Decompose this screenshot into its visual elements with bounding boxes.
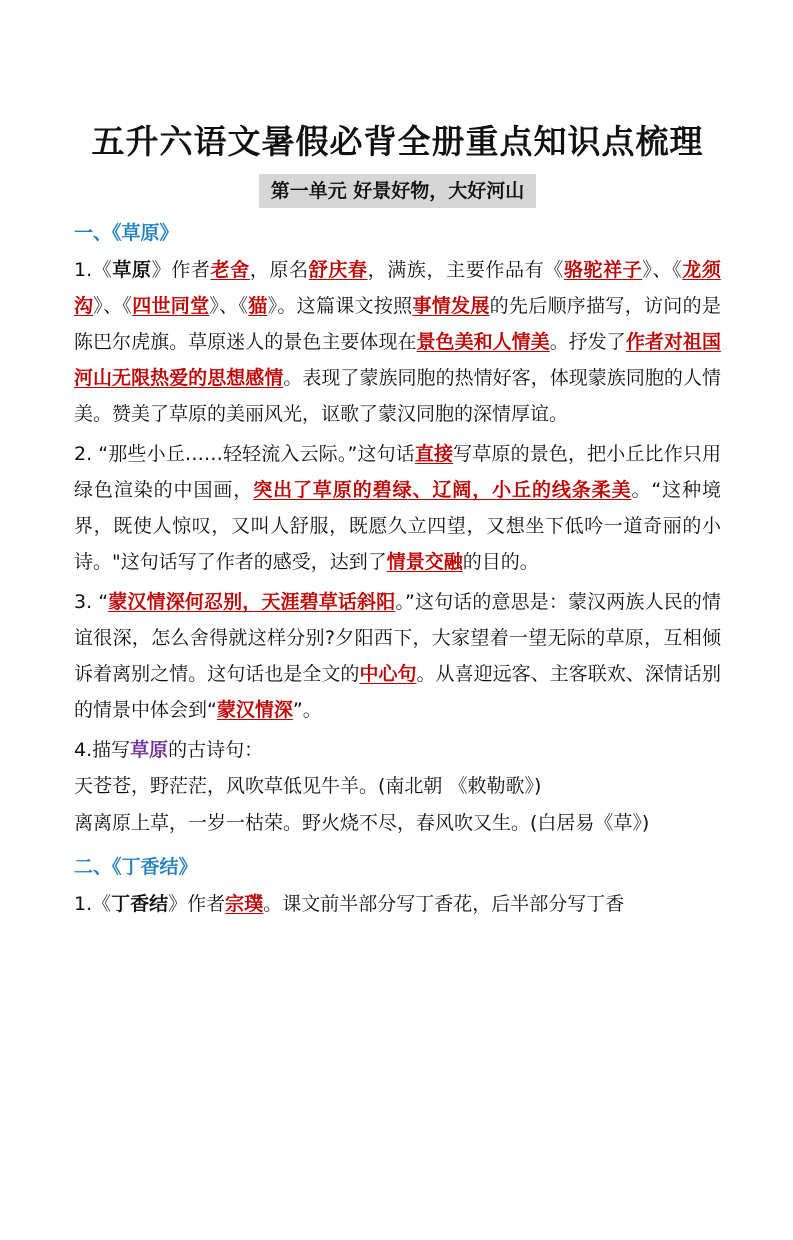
poem-line-2: 离离原上草，一岁一枯荣。野火烧不尽，春风吹又生。(白居易《草》) bbox=[74, 812, 650, 834]
highlight-beauty: 景色美和人情美 bbox=[416, 331, 550, 353]
highlight-friendship: 蒙汉情深 bbox=[216, 699, 293, 721]
document-title: 五升六语文暑假必背全册重点知识点梳理 bbox=[91, 122, 704, 161]
highlight-quote: 蒙汉情深何忍别，天涯碧草话斜阳 bbox=[108, 591, 396, 613]
unit-banner bbox=[74, 174, 721, 208]
highlight-author: 老舍 bbox=[210, 259, 250, 281]
highlight-work-1: 骆驼祥子 bbox=[563, 259, 643, 281]
poem-line-1: 天苍苍，野茫茫，风吹草低见牛羊。(南北朝 《敕勒歌》) bbox=[74, 775, 542, 797]
highlight-author-2: 宗璞 bbox=[225, 893, 264, 915]
highlight-grassland: 草原 bbox=[130, 739, 169, 761]
highlight-direct: 直接 bbox=[414, 443, 454, 465]
section-heading-dingxiangjie: 二、《丁香结》 bbox=[74, 856, 198, 878]
highlight-work-4: 猫 bbox=[248, 295, 268, 317]
highlight-work-2: 龙须沟 bbox=[74, 259, 721, 317]
paragraph-3: 3. “蒙汉情深何忍别，天涯碧草话斜阳。”这句话的意思是：蒙汉两族人民的情谊很深，怎么舍得就这样分别?夕阳西下，大家望着一望无际的草原，互相倾诉着离别之情。这句话也是全文的中心句。从喜迎远客、主客联欢、深情话别的情景中体会到“蒙汉情深”。 bbox=[74, 591, 721, 721]
highlight-work-3: 四世同堂 bbox=[132, 295, 210, 317]
document-page bbox=[0, 118, 793, 1240]
highlight-central-sentence: 中心句 bbox=[359, 663, 417, 685]
paragraph-1: 1.《草原》作者老舍，原名舒庆春，满族，主要作品有《骆驼祥子》、《龙须沟》、《四世同堂》、《猫》。这篇课文按照事情发展的先后顺序描写，访问的是陈巴尔虎旗。草原迷人的景色主要体现在景色美和人情美。抒发了作者对祖国河山无限热爱的思想感情。表现了蒙族同胞的热情好客，体现蒙族同胞的人情美。赞美了草原的美丽风光，讴歌了蒙汉同胞的深情厚谊。 bbox=[74, 259, 721, 425]
highlight-blend: 情景交融 bbox=[386, 551, 463, 573]
section-heading-caoyuan: 一、《草原》 bbox=[74, 222, 179, 244]
highlight-real-name: 舒庆春 bbox=[308, 259, 368, 281]
highlight-emotion: 作者对祖国河山无限热爱的思想感情 bbox=[74, 331, 721, 389]
paragraph-4: 4.描写草原的古诗句： bbox=[74, 739, 264, 761]
highlight-emphasis: 突出了草原的碧绿、辽阔，小丘的线条柔美 bbox=[253, 479, 632, 501]
highlight-order: 事情发展 bbox=[412, 295, 490, 317]
paragraph-2: 2. “那些小丘……轻轻流入云际。”这句话直接写草原的景色，把小丘比作只用绿色渲染的中国画，突出了草原的碧绿、辽阔，小丘的线条柔美。“这种境界，既使人惊叹，又叫人舒服，既愿久立四望，又想坐下低吟一道奇丽的小诗。"这句话写了作者的感受，达到了情景交融的目的。 bbox=[74, 443, 721, 573]
unit-title: 第一单元 好景好物，大好河山 bbox=[259, 174, 537, 208]
paragraph-5: 1.《丁香结》作者宗璞。课文前半部分写丁香花，后半部分写丁香 bbox=[74, 893, 625, 915]
